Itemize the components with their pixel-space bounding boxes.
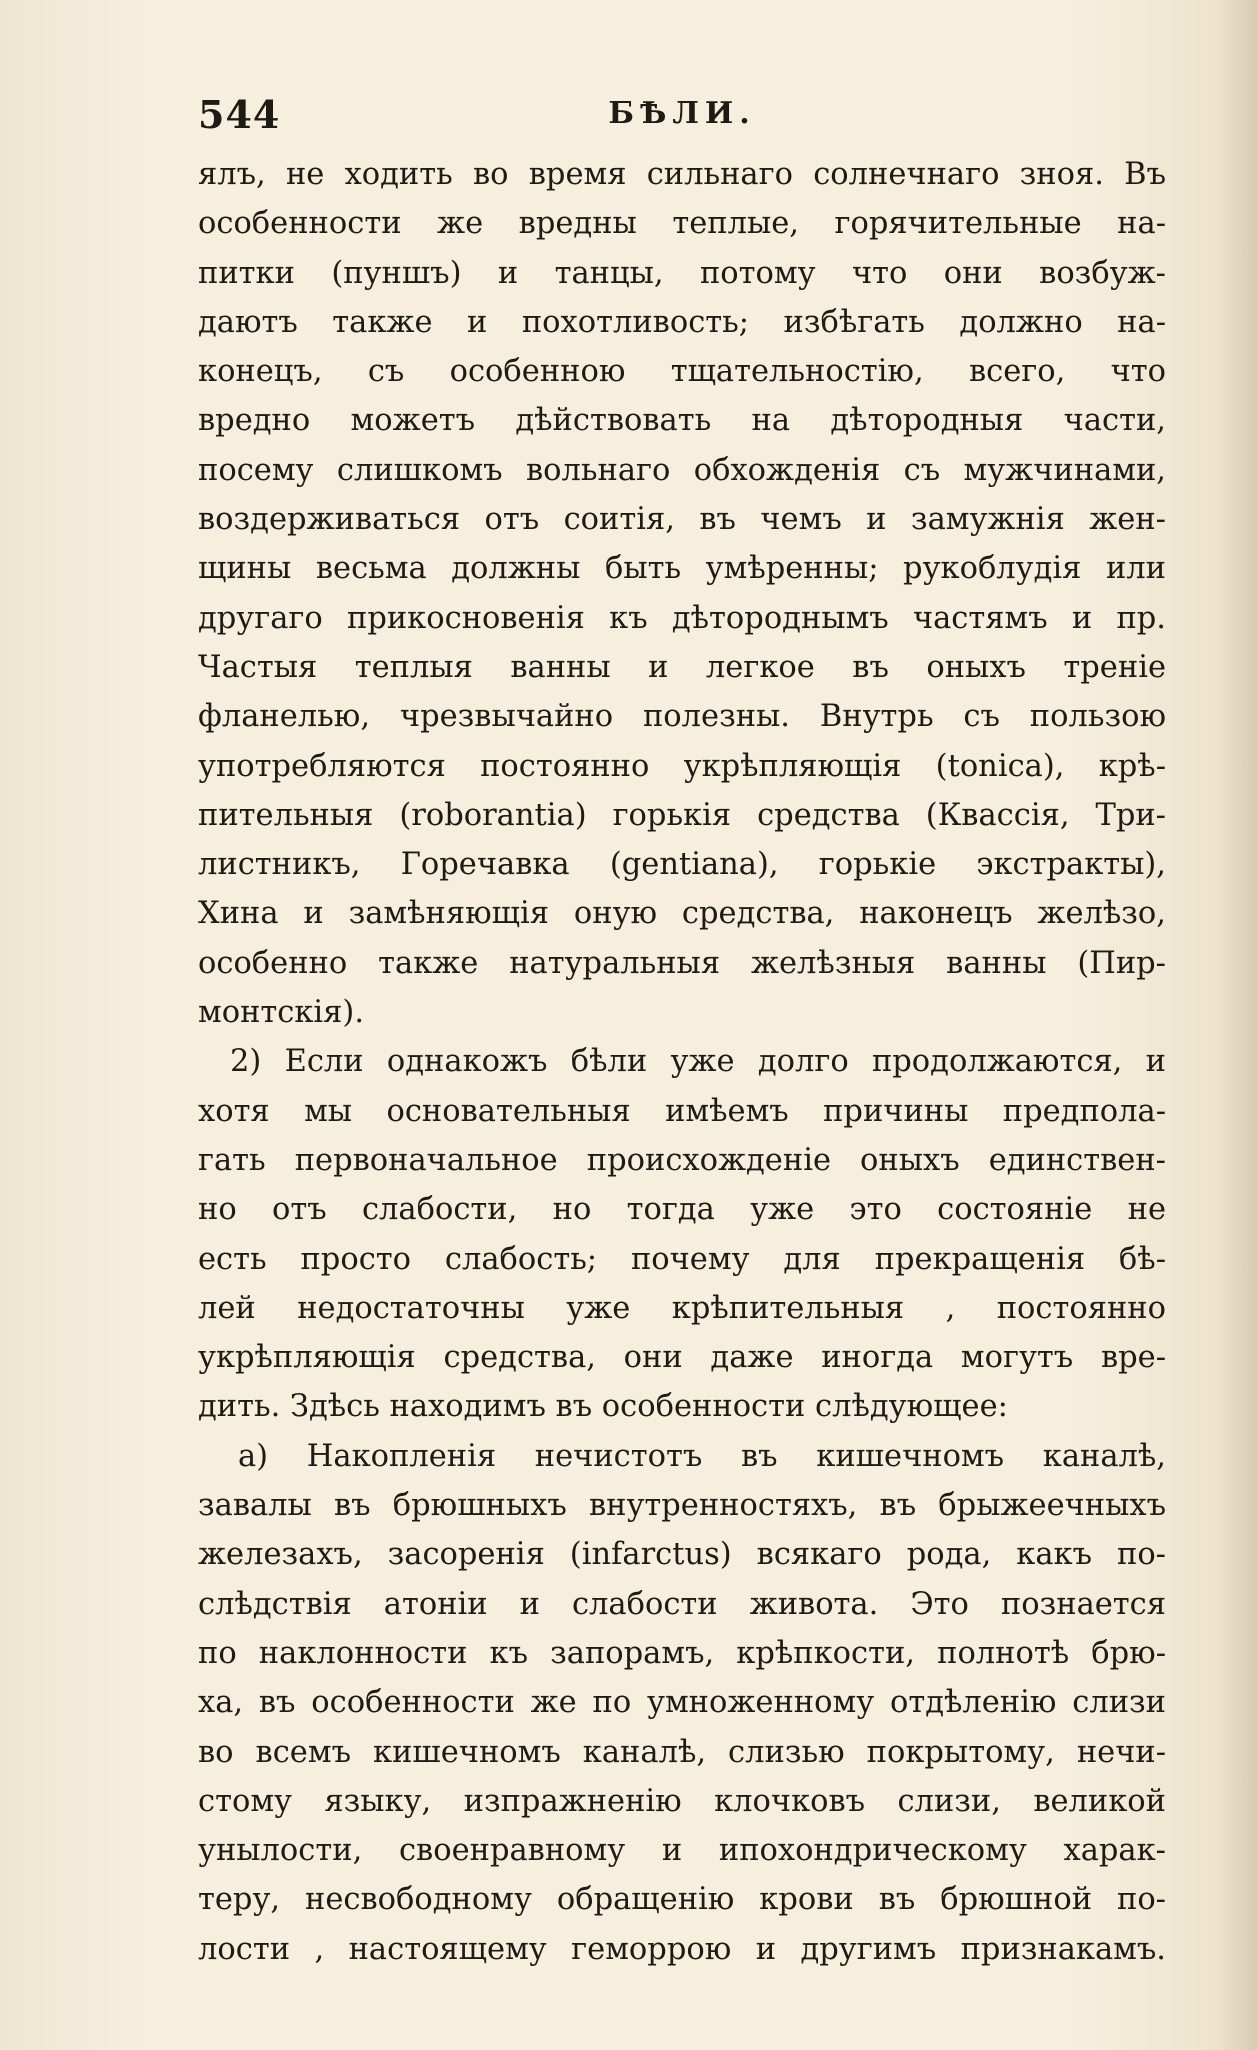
text-line: воздерживаться отъ соитія, въ чемъ и замужнія жен- (198, 502, 1166, 538)
text-line: слѣдствія атоніи и слабости живота. Это познается (198, 1586, 1166, 1622)
text-line: гать первоначальное происхожденіе оныхъ единствен- (198, 1142, 1166, 1178)
running-head: БѢЛИ. (608, 96, 756, 131)
text-line: лости , настоящему геморрою и другимъ признакамъ. (198, 1931, 1166, 1967)
text-line: завалы въ брюшныхъ внутренностяхъ, въ брыжеечныхъ (198, 1488, 1166, 1524)
text-line: посему слишкомъ вольнаго обхожденія съ мужчинами, (198, 452, 1166, 488)
text-line: щины весьма должны быть умѣренны; рукоблудія или (198, 551, 1166, 587)
text-line: хотя мы основательныя имѣемъ причины предпола- (198, 1093, 1166, 1129)
text-line: по наклонности къ запорамъ, крѣпкости, полнотѣ брю- (198, 1635, 1166, 1671)
text-line: укрѣпляющія средства, они даже иногда могутъ вре- (198, 1340, 1166, 1376)
text-line: пительныя (roborantia) горькія средства (Квассія, Три- (198, 797, 1166, 833)
text-line: a) Накопленія нечистотъ въ кишечномъ каналѣ, (238, 1438, 1166, 1474)
text-line: даютъ также и похотливость; избѣгать должно на- (198, 304, 1166, 340)
text-line: листникъ, Горечавка (gentiana), горькіе экстракты), (198, 847, 1166, 883)
text-line: во всемъ кишечномъ каналѣ, слизью покрытому, нечи- (198, 1734, 1166, 1770)
text-line: особенно также натуральныя желѣзныя ванны (Пир- (198, 945, 1166, 981)
text-line: теру, несвободному обращенію крови въ брюшной по- (198, 1882, 1166, 1918)
text-line: стому языку, изпражненію клочковъ слизи, великой (198, 1783, 1166, 1819)
text-line: монтскія). (198, 995, 365, 1031)
text-line: другаго прикосновенія къ дѣтороднымъ частямъ и пр. (198, 600, 1166, 636)
text-line: вредно можетъ дѣйствовать на дѣтородныя части, (198, 403, 1166, 439)
text-line: употребляются постоянно укрѣпляющія (tonica), крѣ- (198, 748, 1166, 784)
text-line: унылости, своенравному и ипохондрическому харак- (198, 1833, 1166, 1869)
text-line: есть просто слабость; почему для прекращенія бѣ- (198, 1241, 1166, 1277)
text-line: железахъ, засоренія (infarctus) всякаго рода, какъ по- (198, 1537, 1166, 1573)
body-text (198, 150, 1166, 1974)
text-line: питки (пуншъ) и танцы, потому что они возбуж- (198, 255, 1166, 291)
page-header (198, 92, 1166, 142)
text-line: но отъ слабости, но тогда уже это состояніе не (198, 1192, 1166, 1228)
text-line: дить. Здѣсь находимъ въ особенности слѣдующее: (198, 1389, 1008, 1425)
text-line: 2) Если однакожъ бѣли уже долго продолжаются, и (230, 1044, 1166, 1080)
text-line: ялъ, не ходить во время сильнаго солнечнаго зноя. Въ (198, 157, 1166, 192)
text-line: Частыя теплыя ванны и легкое въ оныхъ треніе (198, 649, 1166, 685)
text-line: фланелью, чрезвычайно полезны. Внутрь съ пользою (198, 699, 1166, 735)
text-line: особенности же вредны теплые, горячительные на- (198, 206, 1166, 242)
text-line: конецъ, съ особенною тщательностію, всего, что (198, 354, 1166, 390)
text-line: лей недостаточны уже крѣпительныя , постоянно (198, 1290, 1166, 1326)
text-line: ха, въ особенности же по умноженному отдѣленію слизи (198, 1685, 1166, 1721)
text-line: Хина и замѣняющія оную средства, наконецъ желѣзо, (198, 896, 1166, 932)
page-number: 544 (198, 92, 281, 137)
